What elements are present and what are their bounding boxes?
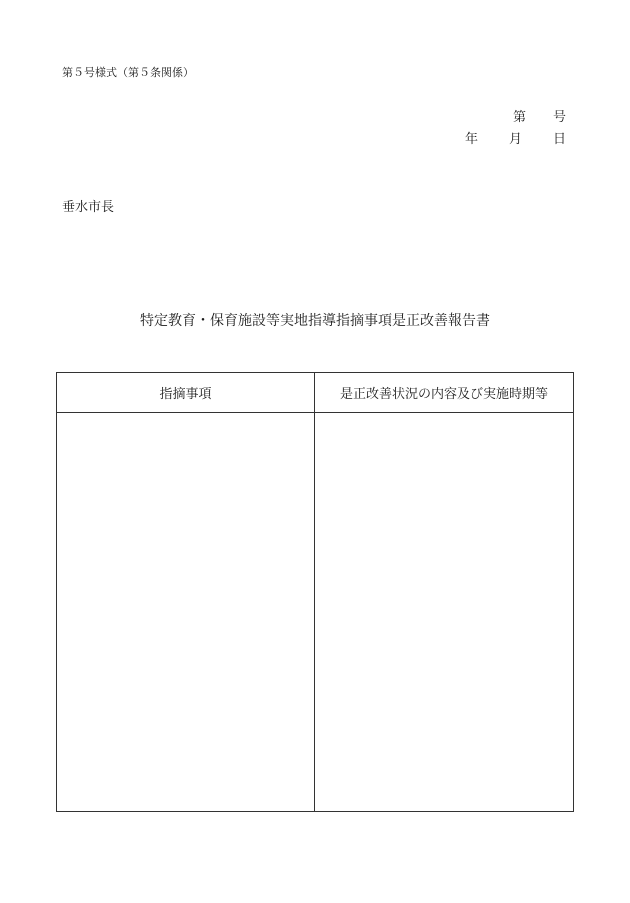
corrective-action-cell[interactable] (315, 413, 574, 812)
date-day: 日 (552, 132, 566, 147)
document-number (510, 109, 566, 127)
table-row (57, 413, 574, 812)
document-number-suffix: 号 (552, 110, 566, 125)
table-header-row (57, 373, 574, 413)
date-year: 年 (464, 132, 478, 147)
date-month: 月 (508, 132, 522, 147)
document-title: 特定教育・保育施設等実地指導指摘事項是正改善報告書 (140, 313, 490, 329)
header-corrective-action: 是正改善状況の内容及び実施時期等 (315, 373, 574, 413)
form-number: 第５号様式（第５条関係） (62, 66, 194, 79)
document-date (462, 131, 566, 149)
document-number-prefix: 第 (512, 110, 526, 125)
findings-cell[interactable] (57, 413, 315, 812)
report-table (56, 372, 574, 812)
addressee: 垂水市長 (62, 200, 115, 215)
header-findings: 指摘事項 (57, 373, 315, 413)
